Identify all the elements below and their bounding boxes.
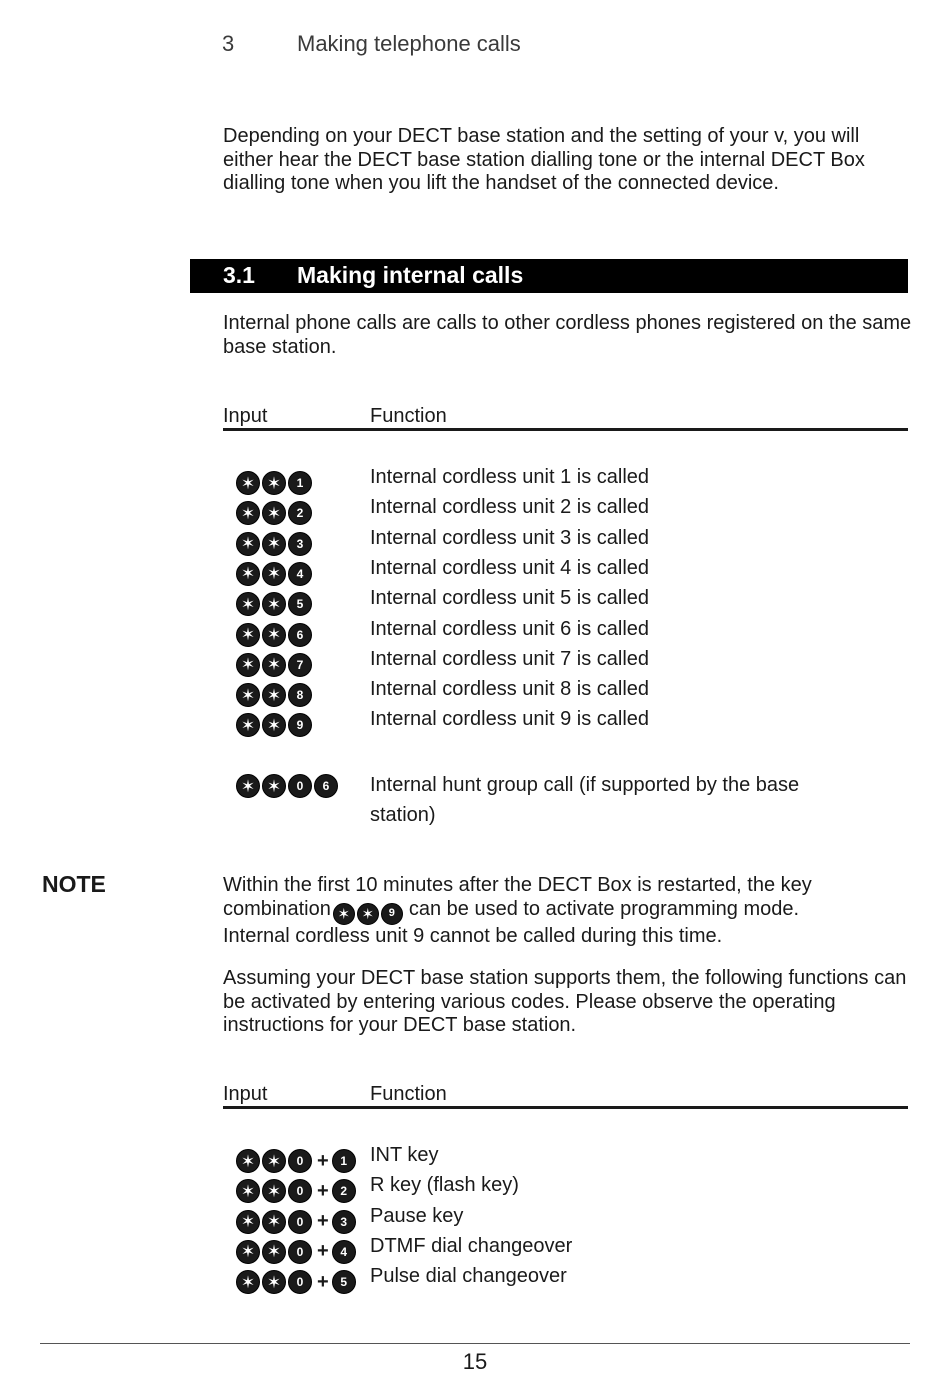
table1-row-keys [236, 712, 312, 738]
digit-key-1-icon: 1 [288, 471, 312, 495]
table1-row-keys [236, 622, 312, 648]
table2-row-keys [236, 1148, 356, 1174]
hunt-group-function-line1: Internal hunt group call (if supported by the base [370, 774, 800, 796]
digit-key-3-icon: 3 [332, 1210, 356, 1234]
table2-row-keys [236, 1239, 356, 1265]
table1-row-keys [236, 591, 312, 617]
section-title: Making internal calls [297, 262, 524, 288]
table2-row-keys [236, 1178, 356, 1204]
note-label: NOTE [42, 871, 106, 897]
star-key-icon: ✶ [236, 1240, 260, 1264]
table2-row-keys [236, 1269, 356, 1295]
table1-row-function: Internal cordless unit 5 is called [370, 587, 650, 610]
functions-paragraph: Assuming your DECT base station supports them, the following functions can be activated by entering various codes. Please observe the operating instructions for your DECT base station. [223, 967, 907, 1036]
star-key-icon: ✶ [236, 471, 260, 495]
star-key-icon: ✶ [262, 471, 286, 495]
star-key-icon: ✶ [236, 683, 260, 707]
plus-sign: + [317, 1210, 329, 1233]
digit-key-9-icon: 9 [288, 713, 312, 737]
star-key-icon: ✶ [262, 653, 286, 677]
star-key-icon: ✶ [236, 1270, 260, 1294]
plus-sign: + [317, 1149, 329, 1172]
star-key-icon: ✶ [236, 532, 260, 556]
digit-key-0-icon: 0 [288, 1210, 312, 1234]
star-key-icon: ✶ [236, 653, 260, 677]
digit-key-2-icon: 2 [332, 1179, 356, 1203]
table1-row-function: Internal cordless unit 3 is called [370, 526, 650, 549]
table1-input-header: Input [223, 405, 268, 427]
table2-input-header: Input [223, 1083, 268, 1105]
star-key-icon: ✶ [262, 774, 286, 798]
hunt-group-function [370, 770, 799, 830]
table2-row-function: Pause key [370, 1204, 464, 1227]
digit-key-5-icon: 5 [288, 592, 312, 616]
star-key-icon: ✶ [236, 1210, 260, 1234]
note-paragraph [223, 874, 913, 949]
digit-key-9-icon: 9 [381, 903, 403, 925]
star-key-icon: ✶ [236, 562, 260, 586]
note-key-combination [333, 903, 403, 925]
note-text-line3: Internal cordless unit 9 cannot be called during this time. [223, 925, 723, 947]
digit-key-4-icon: 4 [288, 562, 312, 586]
star-key-icon: ✶ [236, 501, 260, 525]
star-key-icon: ✶ [262, 501, 286, 525]
table2-row-function: INT key [370, 1144, 439, 1166]
digit-key-0-icon: 0 [288, 1179, 312, 1203]
star-key-icon: ✶ [236, 592, 260, 616]
hunt-group-function-line2: station) [370, 804, 436, 826]
table1-row-function: Internal cordless unit 9 is called [370, 708, 650, 731]
star-key-icon: ✶ [262, 1240, 286, 1264]
plus-sign: + [317, 1270, 329, 1293]
table1-row-keys [236, 531, 312, 557]
digit-key-3-icon: 3 [288, 532, 312, 556]
star-key-icon: ✶ [262, 713, 286, 737]
digit-key-6-icon: 6 [314, 774, 338, 798]
table1-row-keys [236, 682, 312, 708]
plus-sign: + [317, 1179, 329, 1202]
digit-key-5-icon: 5 [332, 1270, 356, 1294]
table1-row-function: Internal cordless unit 8 is called [370, 678, 650, 701]
table1-row-keys [236, 500, 312, 526]
section-description: Internal phone calls are calls to other cordless phones registered on the same base station. [223, 312, 912, 358]
star-key-icon: ✶ [262, 1210, 286, 1234]
star-key-icon: ✶ [236, 1179, 260, 1203]
digit-key-0-icon: 0 [288, 1270, 312, 1294]
intro-paragraph: Depending on your DECT base station and the setting of your v, you will either hear the DECT base station dialling tone or the internal DECT Box dialling tone when you lift the handset of the connected device. [223, 125, 865, 194]
section-number: 3.1 [223, 262, 255, 288]
table1-row-function: Internal cordless unit 4 is called [370, 556, 650, 579]
note-text-before: Within the first 10 minutes after the DECT Box is restarted, the key combination [223, 874, 812, 920]
plus-sign: + [317, 1240, 329, 1263]
digit-key-6-icon: 6 [288, 623, 312, 647]
table2-row-function: R key (flash key) [370, 1174, 519, 1197]
digit-key-8-icon: 8 [288, 683, 312, 707]
footer-rule [40, 1343, 910, 1344]
table2-header-rule [223, 1106, 908, 1109]
digit-key-1-icon: 1 [332, 1149, 356, 1173]
table2-row-keys [236, 1209, 356, 1235]
star-key-icon: ✶ [236, 1149, 260, 1173]
hunt-group-keys [236, 773, 338, 799]
star-key-icon: ✶ [262, 1149, 286, 1173]
page-number: 15 [462, 1349, 488, 1374]
section-heading [190, 259, 908, 293]
table2-function-header: Function [370, 1083, 447, 1105]
digit-key-4-icon: 4 [332, 1240, 356, 1264]
table1-function-header: Function [370, 405, 447, 427]
digit-key-0-icon: 0 [288, 774, 312, 798]
table1-row-keys [236, 470, 312, 496]
star-key-icon: ✶ [333, 903, 355, 925]
table1-row-keys [236, 652, 312, 678]
star-key-icon: ✶ [236, 623, 260, 647]
table2-row-function: Pulse dial changeover [370, 1265, 567, 1288]
note-text-after: can be used to activate programming mode. [408, 897, 800, 920]
table2-row-function: DTMF dial changeover [370, 1234, 573, 1257]
star-key-icon: ✶ [357, 903, 379, 925]
star-key-icon: ✶ [262, 1270, 286, 1294]
table1-row-keys [236, 561, 312, 587]
star-key-icon: ✶ [262, 562, 286, 586]
table1-row-function: Internal cordless unit 1 is called [370, 466, 650, 488]
digit-key-0-icon: 0 [288, 1149, 312, 1173]
star-key-icon: ✶ [262, 592, 286, 616]
star-key-icon: ✶ [262, 623, 286, 647]
digit-key-7-icon: 7 [288, 653, 312, 677]
table1-row-function: Internal cordless unit 2 is called [370, 496, 650, 519]
table1-row-function: Internal cordless unit 7 is called [370, 647, 650, 670]
star-key-icon: ✶ [262, 1179, 286, 1203]
star-key-icon: ✶ [262, 683, 286, 707]
table1-row-function: Internal cordless unit 6 is called [370, 617, 650, 640]
star-key-icon: ✶ [262, 532, 286, 556]
star-key-icon: ✶ [236, 774, 260, 798]
table1-header-rule [223, 428, 908, 431]
chapter-number: 3 [222, 31, 235, 56]
digit-key-0-icon: 0 [288, 1240, 312, 1264]
star-key-icon: ✶ [236, 713, 260, 737]
digit-key-2-icon: 2 [288, 501, 312, 525]
chapter-title: Making telephone calls [297, 31, 521, 56]
